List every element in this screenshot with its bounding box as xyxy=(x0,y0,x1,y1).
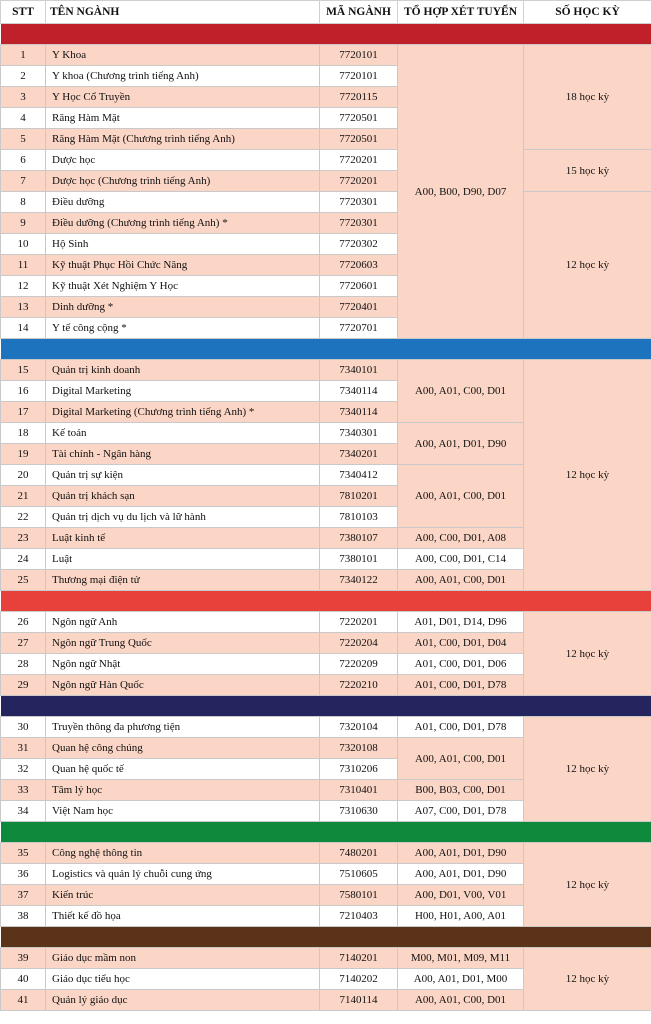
row-major-code: 7720115 xyxy=(320,87,398,108)
row-major-name: Dược học xyxy=(46,150,320,171)
row-semester-count: 18 học kỳ xyxy=(524,45,651,150)
row-stt: 20 xyxy=(1,465,46,486)
row-admission-combo: A00, B00, D90, D07 xyxy=(398,45,524,339)
row-major-name: Việt Nam học xyxy=(46,801,320,822)
table-row xyxy=(1,150,651,171)
row-admission-combo: A01, C00, D01, D04 xyxy=(398,633,524,654)
row-major-name: Thiết kế đồ họa xyxy=(46,906,320,927)
row-major-name: Ngôn ngữ Anh xyxy=(46,612,320,633)
group-band-cell xyxy=(1,927,651,948)
row-major-name: Tài chính - Ngân hàng xyxy=(46,444,320,465)
table-header xyxy=(1,1,651,24)
row-semester-count: 15 học kỳ xyxy=(524,150,651,192)
row-admission-combo: A00, A01, D01, D90 xyxy=(398,843,524,864)
row-stt: 17 xyxy=(1,402,46,423)
row-major-code: 7510605 xyxy=(320,864,398,885)
table-row xyxy=(1,360,651,381)
header-semesters: SỐ HỌC KỲ xyxy=(524,1,651,24)
row-major-name: Quản lý giáo dục xyxy=(46,990,320,1011)
row-major-code: 7720603 xyxy=(320,255,398,276)
row-major-code: 7720101 xyxy=(320,66,398,87)
row-major-code: 7310401 xyxy=(320,780,398,801)
row-major-code: 7580101 xyxy=(320,885,398,906)
table-row xyxy=(1,612,651,633)
row-stt: 8 xyxy=(1,192,46,213)
row-major-code: 7720601 xyxy=(320,276,398,297)
header-major-name: TÊN NGÀNH xyxy=(46,1,320,24)
row-major-code: 7340301 xyxy=(320,423,398,444)
row-stt: 27 xyxy=(1,633,46,654)
row-major-name: Digital Marketing (Chương trình tiếng Anh) * xyxy=(46,402,320,423)
row-major-name: Dược học (Chương trình tiếng Anh) xyxy=(46,171,320,192)
group-color-band xyxy=(1,339,651,360)
row-stt: 32 xyxy=(1,759,46,780)
row-admission-combo: B00, B03, C00, D01 xyxy=(398,780,524,801)
row-major-name: Tâm lý học xyxy=(46,780,320,801)
row-major-name: Luật xyxy=(46,549,320,570)
row-major-name: Kế toán xyxy=(46,423,320,444)
header-admission-combos: TỔ HỢP XÉT TUYỂN xyxy=(398,1,524,24)
row-admission-combo: A00, C00, D01, A08 xyxy=(398,528,524,549)
row-major-code: 7320104 xyxy=(320,717,398,738)
row-major-code: 7140201 xyxy=(320,948,398,969)
row-major-name: Điều dưỡng xyxy=(46,192,320,213)
group-color-band xyxy=(1,927,651,948)
row-semester-count: 12 học kỳ xyxy=(524,843,651,927)
table-row xyxy=(1,192,651,213)
row-stt: 11 xyxy=(1,255,46,276)
row-admission-combo: A00, A01, C00, D01 xyxy=(398,570,524,591)
group-band-cell xyxy=(1,339,651,360)
row-semester-count: 12 học kỳ xyxy=(524,192,651,339)
row-stt: 36 xyxy=(1,864,46,885)
row-major-name: Quản trị sự kiện xyxy=(46,465,320,486)
row-stt: 29 xyxy=(1,675,46,696)
row-stt: 2 xyxy=(1,66,46,87)
row-major-code: 7220201 xyxy=(320,612,398,633)
row-major-name: Kỹ thuật Xét Nghiệm Y Học xyxy=(46,276,320,297)
table-row xyxy=(1,45,651,66)
row-major-code: 7720501 xyxy=(320,129,398,150)
row-major-name: Luật kinh tế xyxy=(46,528,320,549)
row-major-code: 7720301 xyxy=(320,192,398,213)
row-major-code: 7310206 xyxy=(320,759,398,780)
row-major-code: 7210403 xyxy=(320,906,398,927)
row-stt: 31 xyxy=(1,738,46,759)
row-admission-combo: A01, C00, D01, D78 xyxy=(398,717,524,738)
row-admission-combo: A00, D01, V00, V01 xyxy=(398,885,524,906)
row-stt: 35 xyxy=(1,843,46,864)
row-admission-combo: A00, A01, C00, D01 xyxy=(398,360,524,423)
row-major-code: 7340114 xyxy=(320,402,398,423)
row-major-name: Kỹ thuật Phục Hồi Chức Năng xyxy=(46,255,320,276)
group-color-band xyxy=(1,822,651,843)
row-stt: 13 xyxy=(1,297,46,318)
row-major-code: 7220210 xyxy=(320,675,398,696)
row-major-name: Ngôn ngữ Trung Quốc xyxy=(46,633,320,654)
row-stt: 7 xyxy=(1,171,46,192)
row-major-name: Quản trị dịch vụ du lịch và lữ hành xyxy=(46,507,320,528)
row-admission-combo: A00, A01, D01, D90 xyxy=(398,423,524,465)
row-stt: 25 xyxy=(1,570,46,591)
row-major-code: 7720701 xyxy=(320,318,398,339)
row-admission-combo: A00, A01, D01, M00 xyxy=(398,969,524,990)
row-stt: 33 xyxy=(1,780,46,801)
row-stt: 6 xyxy=(1,150,46,171)
row-stt: 24 xyxy=(1,549,46,570)
row-stt: 1 xyxy=(1,45,46,66)
row-major-code: 7720101 xyxy=(320,45,398,66)
row-major-code: 7340114 xyxy=(320,381,398,402)
row-major-code: 7720201 xyxy=(320,150,398,171)
row-major-name: Logistics và quản lý chuỗi cung ứng xyxy=(46,864,320,885)
row-major-name: Công nghệ thông tin xyxy=(46,843,320,864)
row-stt: 3 xyxy=(1,87,46,108)
row-major-name: Quản trị khách sạn xyxy=(46,486,320,507)
row-major-name: Dinh dưỡng * xyxy=(46,297,320,318)
row-major-code: 7720301 xyxy=(320,213,398,234)
row-stt: 16 xyxy=(1,381,46,402)
row-admission-combo: A00, A01, C00, D01 xyxy=(398,738,524,780)
row-stt: 10 xyxy=(1,234,46,255)
row-admission-combo: A00, A01, C00, D01 xyxy=(398,990,524,1011)
row-major-name: Kiến trúc xyxy=(46,885,320,906)
row-admission-combo: A00, A01, D01, D90 xyxy=(398,864,524,885)
group-color-band xyxy=(1,591,651,612)
row-major-name: Điều dưỡng (Chương trình tiếng Anh) * xyxy=(46,213,320,234)
group-band-cell xyxy=(1,696,651,717)
row-major-code: 7810103 xyxy=(320,507,398,528)
row-major-name: Quản trị kinh doanh xyxy=(46,360,320,381)
row-admission-combo: A01, C00, D01, D78 xyxy=(398,675,524,696)
row-major-code: 7340201 xyxy=(320,444,398,465)
row-admission-combo: A01, D01, D14, D96 xyxy=(398,612,524,633)
group-band-cell xyxy=(1,24,651,45)
row-admission-combo: A00, C00, D01, C14 xyxy=(398,549,524,570)
row-stt: 22 xyxy=(1,507,46,528)
table-row xyxy=(1,948,651,969)
row-stt: 12 xyxy=(1,276,46,297)
row-admission-combo: M00, M01, M09, M11 xyxy=(398,948,524,969)
row-stt: 38 xyxy=(1,906,46,927)
row-major-code: 7320108 xyxy=(320,738,398,759)
row-major-name: Quan hệ quốc tế xyxy=(46,759,320,780)
row-stt: 30 xyxy=(1,717,46,738)
row-major-name: Y Khoa xyxy=(46,45,320,66)
row-stt: 14 xyxy=(1,318,46,339)
row-stt: 15 xyxy=(1,360,46,381)
row-major-code: 7340412 xyxy=(320,465,398,486)
row-stt: 37 xyxy=(1,885,46,906)
row-stt: 19 xyxy=(1,444,46,465)
header-stt: STT xyxy=(1,1,46,24)
row-stt: 18 xyxy=(1,423,46,444)
row-major-name: Răng Hàm Mặt (Chương trình tiếng Anh) xyxy=(46,129,320,150)
row-major-code: 7810201 xyxy=(320,486,398,507)
group-color-band xyxy=(1,24,651,45)
row-major-code: 7340122 xyxy=(320,570,398,591)
table-body xyxy=(1,24,651,1011)
row-admission-combo: H00, H01, A00, A01 xyxy=(398,906,524,927)
row-semester-count: 12 học kỳ xyxy=(524,360,651,591)
row-stt: 4 xyxy=(1,108,46,129)
row-stt: 34 xyxy=(1,801,46,822)
group-color-band xyxy=(1,696,651,717)
row-major-code: 7720302 xyxy=(320,234,398,255)
row-major-code: 7720401 xyxy=(320,297,398,318)
row-major-name: Ngôn ngữ Nhật xyxy=(46,654,320,675)
row-major-code: 7480201 xyxy=(320,843,398,864)
row-major-code: 7220204 xyxy=(320,633,398,654)
row-major-name: Giáo dục mầm non xyxy=(46,948,320,969)
row-semester-count: 12 học kỳ xyxy=(524,612,651,696)
row-stt: 28 xyxy=(1,654,46,675)
row-major-code: 7140202 xyxy=(320,969,398,990)
row-major-code: 7340101 xyxy=(320,360,398,381)
group-band-cell xyxy=(1,591,651,612)
table-row xyxy=(1,843,651,864)
row-major-code: 7310630 xyxy=(320,801,398,822)
row-major-code: 7720501 xyxy=(320,108,398,129)
row-semester-count: 12 học kỳ xyxy=(524,717,651,822)
row-major-name: Y Học Cổ Truyền xyxy=(46,87,320,108)
row-major-name: Ngôn ngữ Hàn Quốc xyxy=(46,675,320,696)
row-stt: 21 xyxy=(1,486,46,507)
row-major-name: Digital Marketing xyxy=(46,381,320,402)
row-major-name: Răng Hàm Mặt xyxy=(46,108,320,129)
row-stt: 39 xyxy=(1,948,46,969)
row-stt: 41 xyxy=(1,990,46,1011)
row-major-name: Y khoa (Chương trình tiếng Anh) xyxy=(46,66,320,87)
group-band-cell xyxy=(1,822,651,843)
row-stt: 40 xyxy=(1,969,46,990)
row-major-name: Hộ Sinh xyxy=(46,234,320,255)
row-semester-count: 12 học kỳ xyxy=(524,948,651,1011)
row-major-name: Y tế công cộng * xyxy=(46,318,320,339)
row-major-code: 7140114 xyxy=(320,990,398,1011)
table-row xyxy=(1,717,651,738)
row-major-code: 7220209 xyxy=(320,654,398,675)
row-admission-combo: A00, A01, C00, D01 xyxy=(398,465,524,528)
row-major-name: Thương mại điện tử xyxy=(46,570,320,591)
row-major-code: 7380101 xyxy=(320,549,398,570)
row-admission-combo: A07, C00, D01, D78 xyxy=(398,801,524,822)
row-major-code: 7720201 xyxy=(320,171,398,192)
row-stt: 23 xyxy=(1,528,46,549)
row-major-code: 7380107 xyxy=(320,528,398,549)
row-stt: 5 xyxy=(1,129,46,150)
row-stt: 26 xyxy=(1,612,46,633)
row-major-name: Truyền thông đa phương tiện xyxy=(46,717,320,738)
row-major-name: Giáo dục tiểu học xyxy=(46,969,320,990)
row-major-name: Quan hệ công chúng xyxy=(46,738,320,759)
row-admission-combo: A01, C00, D01, D06 xyxy=(398,654,524,675)
header-major-code: MÃ NGÀNH xyxy=(320,1,398,24)
row-stt: 9 xyxy=(1,213,46,234)
